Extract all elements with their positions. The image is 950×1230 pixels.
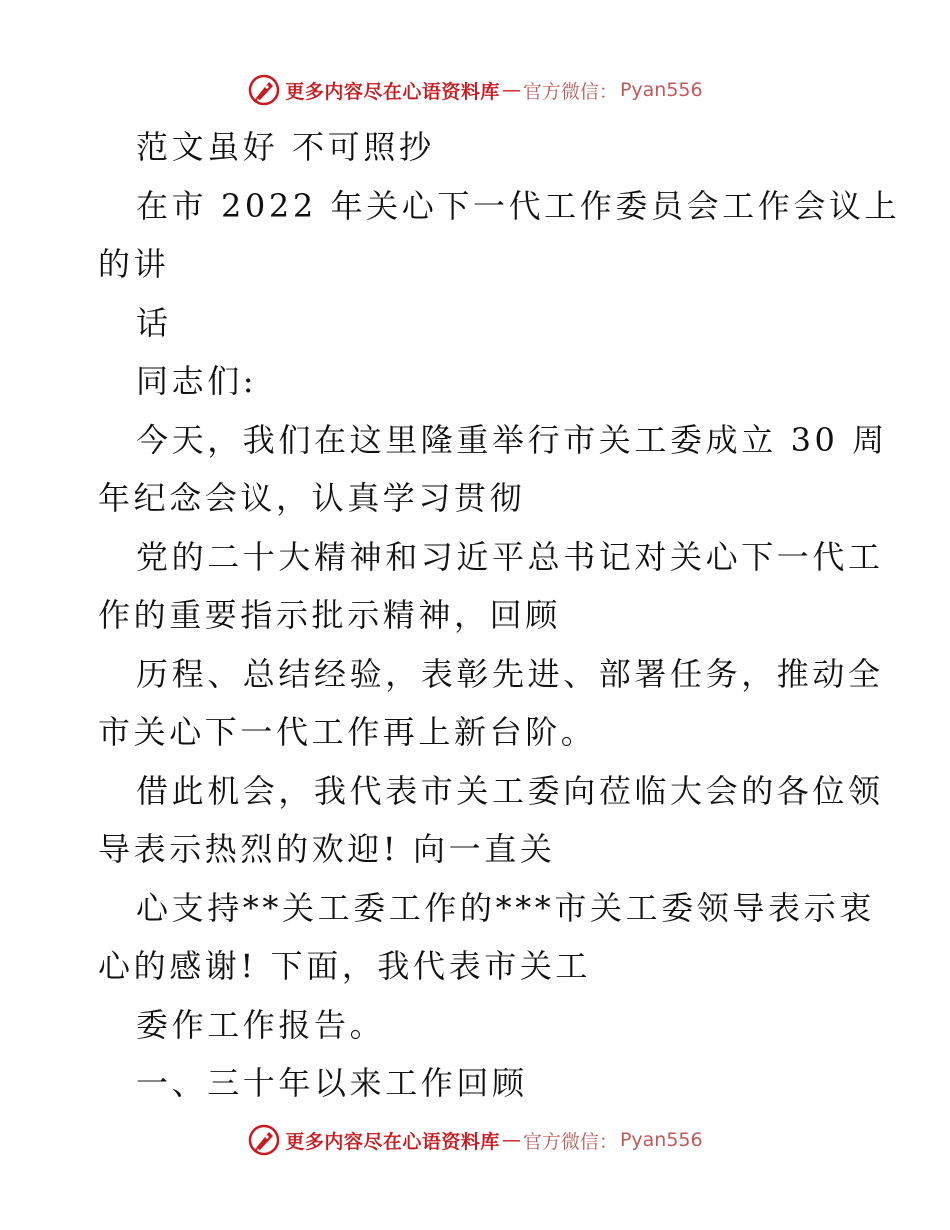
text-line: 历程、总结经验，表彰先进、部署任务，推动全	[136, 654, 884, 693]
text-line: 话	[136, 303, 172, 342]
text-line: 同志们:	[136, 362, 258, 400]
text-line: 范文虽好 不可照抄	[136, 128, 435, 166]
text-line: 心的感谢! 下面，我代表市关工	[98, 947, 592, 985]
banner-main-text: 更多内容尽在心语资料库	[285, 1130, 500, 1153]
text-line: 在市 2022 年关心下一代工作委员会工作会议上	[136, 186, 901, 225]
banner-wechat-label: 官方微信：	[522, 1130, 618, 1153]
speech-body	[98, 118, 901, 1113]
text-line: 作的重要指示批示精神，回顾	[98, 596, 561, 634]
text-line: 一、三十年以来工作回顾	[136, 1064, 528, 1102]
text-line: 委作工作报告。	[136, 1005, 386, 1044]
banner-wechat-id: Pyan556	[619, 79, 703, 101]
pen-nib-logo-icon	[247, 1123, 281, 1157]
text-line: 借此机会，我代表市关工委向莅临大会的各位领	[136, 771, 884, 810]
banner-dash: —	[501, 1129, 521, 1151]
text-line: 年纪念会议，认真学习贯彻	[98, 479, 526, 517]
text-line: 今天，我们在这里隆重举行市关工委成立 30 周	[136, 420, 888, 459]
text-line: 心支持**关工委工作的***市关工委领导表示衷	[136, 888, 875, 927]
text-line: 党的二十大精神和习近平总书记对关心下一代工	[136, 537, 884, 576]
text-line: 市关心下一代工作再上新台阶。	[98, 713, 597, 751]
banner-dash: —	[501, 79, 521, 101]
banner-wechat-label: 官方微信：	[522, 80, 618, 103]
text-line: 导表示热烈的欢迎! 向一直关	[98, 830, 556, 868]
footer-watermark-banner	[0, 1120, 950, 1160]
text-line: 的讲	[98, 245, 170, 283]
pen-nib-logo-icon	[247, 73, 281, 107]
header-watermark-banner	[0, 70, 950, 110]
banner-wechat-id: Pyan556	[619, 1129, 703, 1151]
banner-main-text: 更多内容尽在心语资料库	[285, 80, 500, 103]
